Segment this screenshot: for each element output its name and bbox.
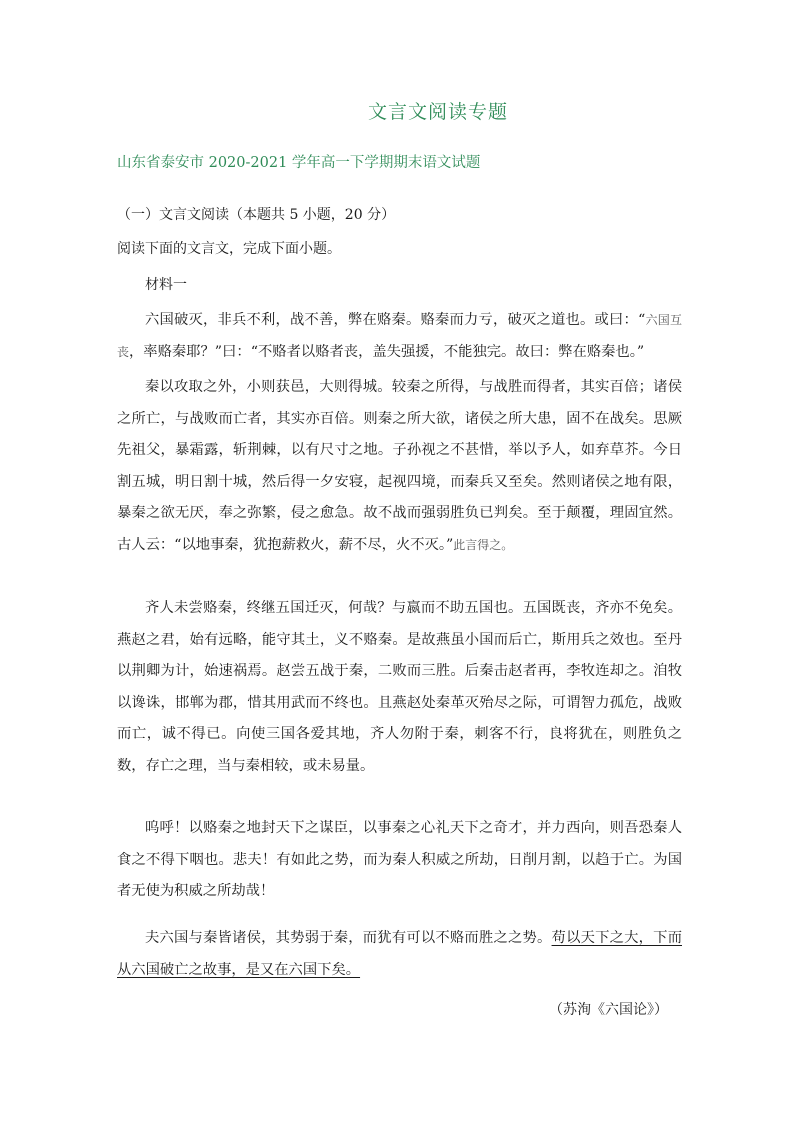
p5-text: 夫六国与秦皆诸侯，其势弱于秦，而犹有可以不赂而胜之之势。 [145, 930, 552, 946]
exam-subtitle: 山东省泰安市 2020-2021 学年高一下学期期末语文试题 [117, 155, 481, 171]
p2-text: 秦以攻取之外，小则获邑，大则得城。较秦之所得，与战胜而得者，其实百倍；诸侯之所亡，与战败而亡者，其实亦百倍。则秦之所大欲，诸侯之所大患，固不在战矣。思厥先祖父，暴霜露，斩荆棘，以有尺寸之地。子孙视之不甚惜，举以予人，如弃草芥。今日割五城，明日割十城，然后得一夕安寝，起视四境，而秦兵又至矣。然则诸侯之地有限，暴秦之欲无厌，奉之弥繁，侵之愈急。故不战而强弱胜负已判矣。至于颠覆，理固宜然。古人云：“以地事秦，犹抱薪救火，薪不尽，火不灭。” [117, 379, 682, 553]
p4-text: 呜呼！以赂秦之地封天下之谋臣，以事秦之心礼天下之奇才，并力西向，则吾恐秦人食之不得下咽也。悲夫！有如此之势，而为秦人积威之所劫，日削月割，以趋于亡。为国者无使为积威之所劫哉！ [117, 820, 682, 900]
paragraph-4 [117, 813, 682, 908]
paragraph-2 [117, 372, 682, 562]
p3-text: 齐人未尝赂秦，终继五国迁灭，何哉？与嬴而不助五国也。五国既丧，齐亦不免矣。燕赵之君，始有远略，能守其土，义不赂秦。是故燕虽小国而后亡，斯用兵之效也。至丹以荆卿为计，始速祸焉。赵尝五战于秦，二败而三胜。后秦击赵者再，李牧连却之。洎牧以谗诛，邯郸为郡，惜其用武而不终也。且燕赵处秦革灭殆尽之际，可谓智力孤危，战败而亡，诚不得已。向使三国各爱其地，齐人勿附于秦，刺客不行，良将犹在，则胜负之数，存亡之理，当与秦相较，或未易量。 [117, 600, 682, 774]
p1-inline-note: 六国互丧 [117, 313, 682, 359]
p2-inline-note: 此言得之。 [453, 537, 514, 552]
paragraph-3 [117, 593, 682, 783]
material-label: 材料一 [145, 277, 187, 293]
p1-rest: ，率赂秦耶？”曰：“不赂者以赂者丧，盖失强援，不能独完。故曰：弊在赂秦也。” [129, 343, 645, 360]
instruction-text: 阅读下面的文言文，完成下面小题。 [117, 241, 341, 257]
paragraph-5 [117, 923, 682, 986]
p5-underlined-sentence: 苟以天下之大，下而从六国破亡之故事，是又在六国下矣。 [117, 930, 682, 978]
section-heading: （一）文言文阅读（本题共 5 小题，20 分） [117, 207, 396, 223]
source-citation: （苏洵《六国论》） [549, 1002, 668, 1018]
doc-title: 文言文阅读专题 [367, 101, 508, 123]
p1-text: 六国破灭，非兵不利，战不善，弊在赂秦。赂秦而力亏，破灭之道也。或曰：“ [145, 312, 646, 328]
paragraph-1 [117, 305, 682, 368]
